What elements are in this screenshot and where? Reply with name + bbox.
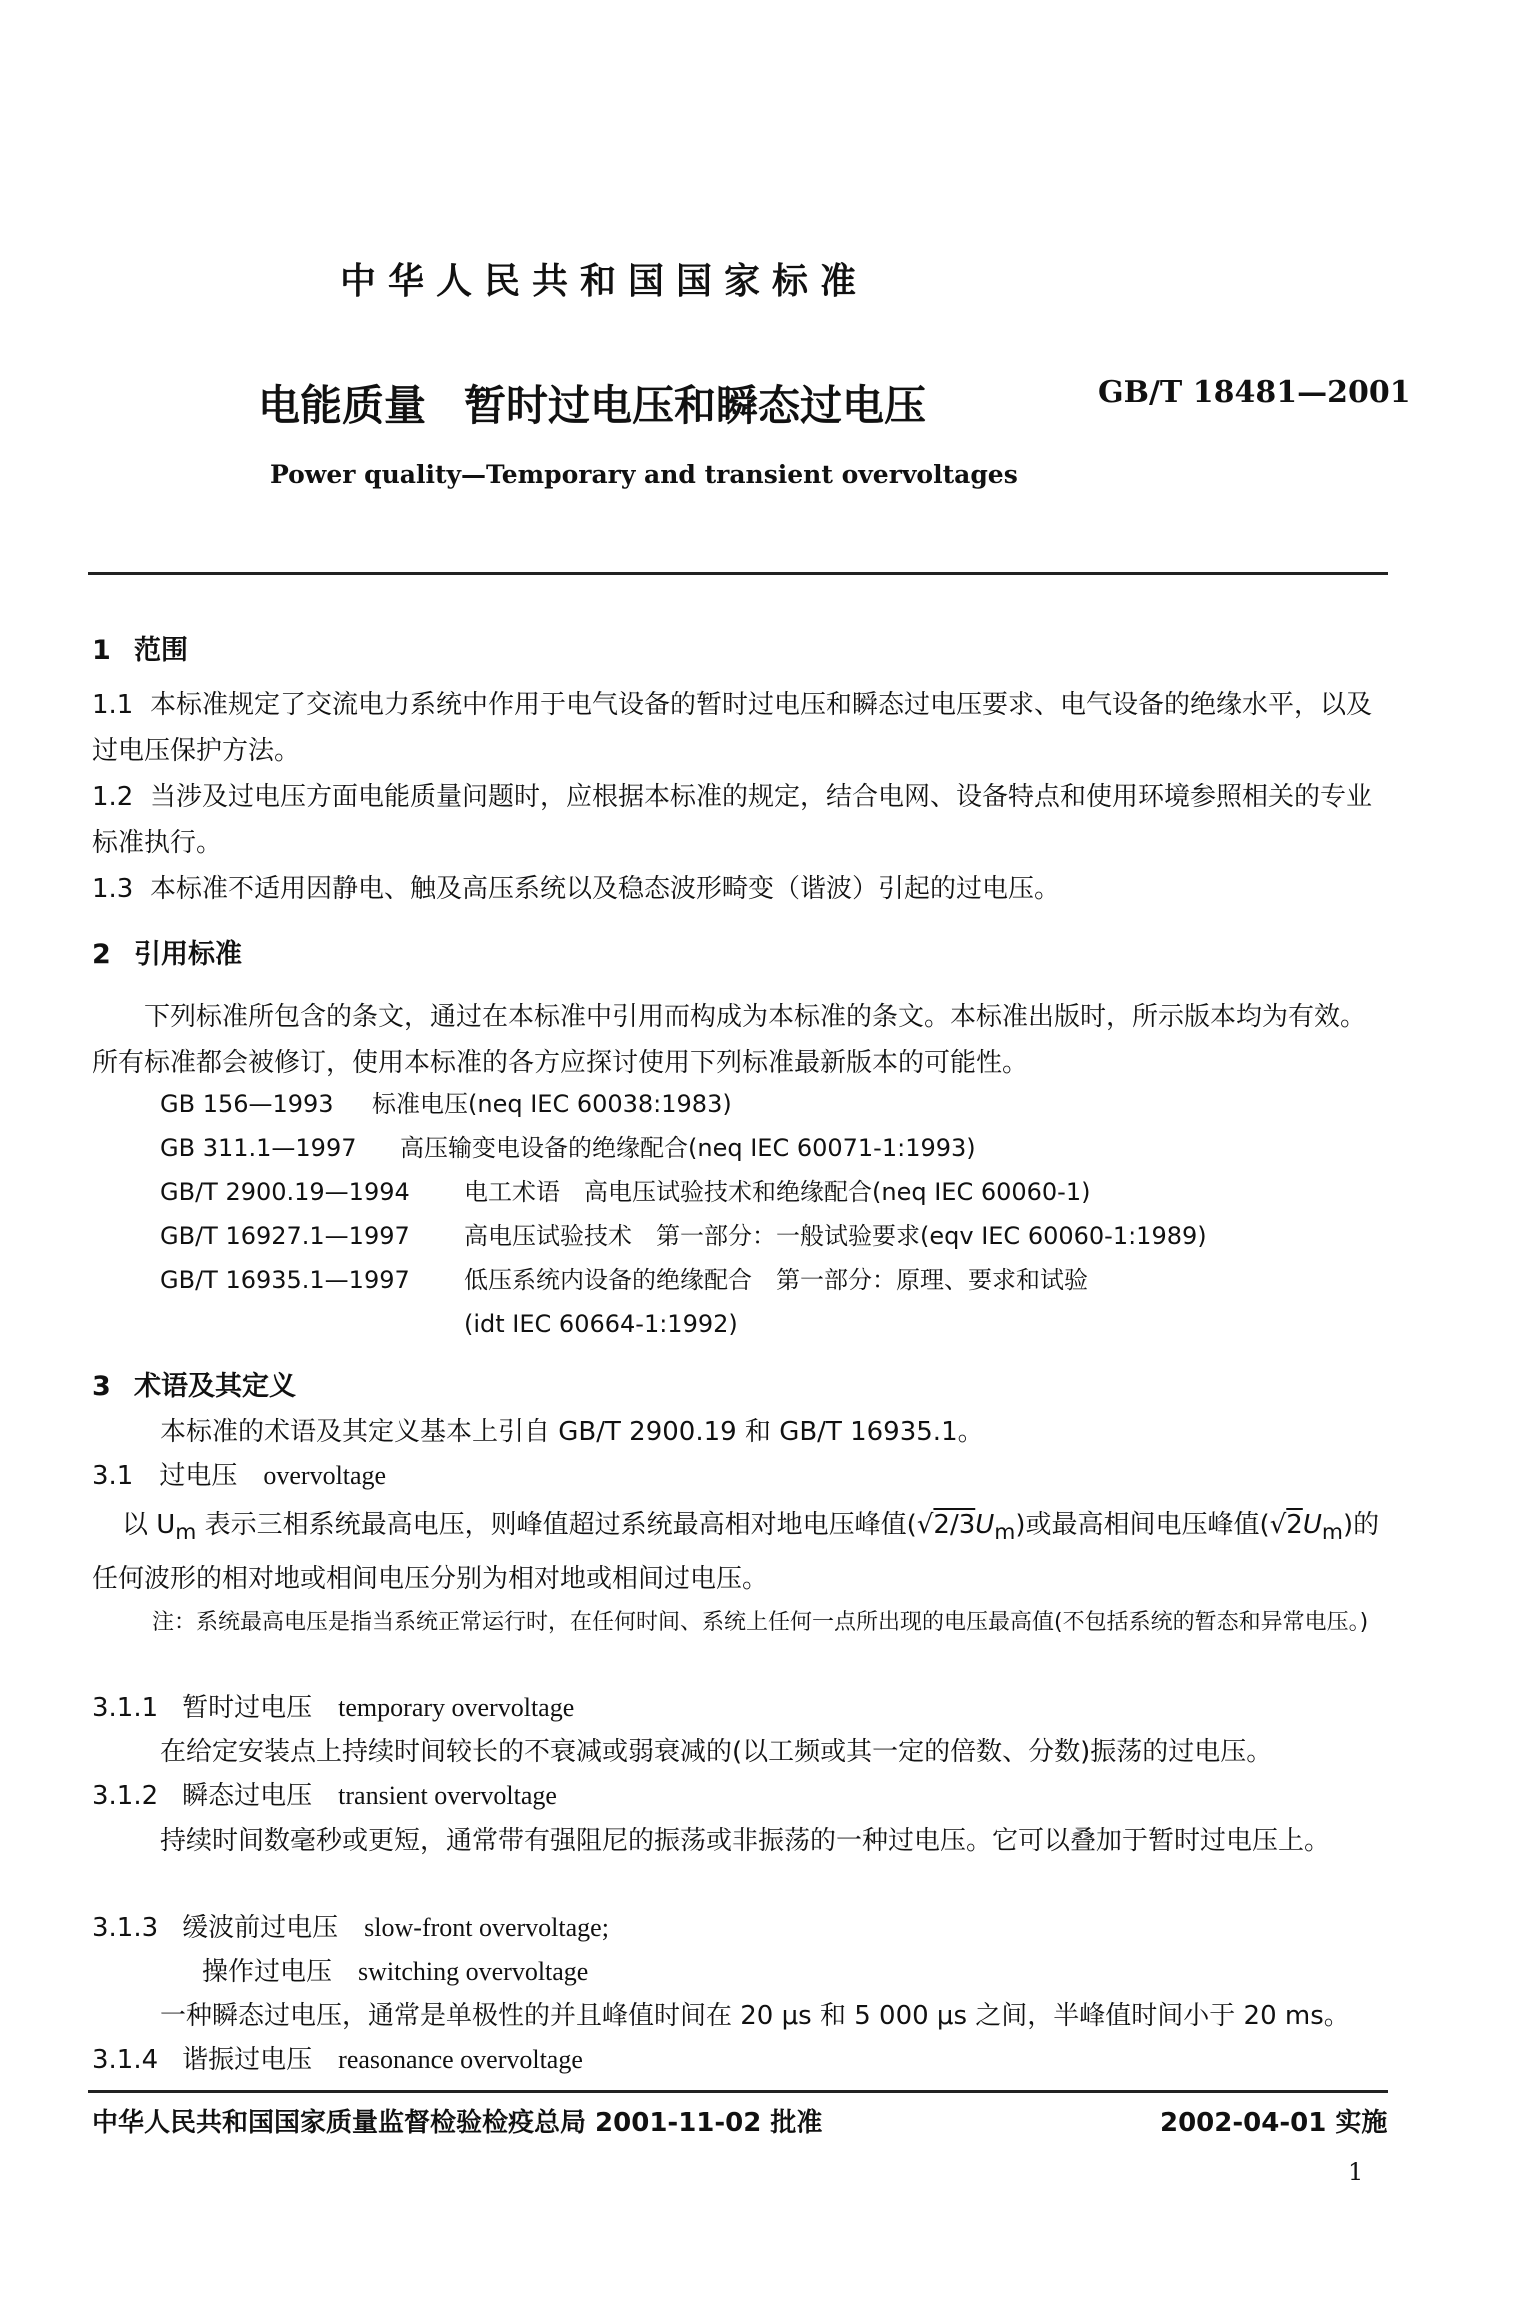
reference-code: GB/T 16927.1—1997 (160, 1222, 410, 1250)
term-zh: 缓波前过电压 (182, 1913, 339, 1943)
term-en: slow-front overvoltage; (364, 1913, 609, 1942)
standard-code: GB/T 18481—2001 (1098, 375, 1411, 410)
def-symbol: U (975, 1510, 995, 1540)
clause-1-2 (92, 774, 1382, 866)
def-text: )的任何波形的相对地或相间电压分别为相对地或相间过电压。 (92, 1510, 1380, 1595)
definition-3-1-1: 在给定安装点上持续时间较长的不衰减或弱衰减的(以工频或其一定的倍数、分数)振荡的过电压。 (160, 1737, 1273, 1767)
clause-number: 1.2 (92, 782, 134, 812)
term-zh: 操作过电压 (202, 1957, 333, 1987)
sqrt-symbol: √ (916, 1510, 934, 1540)
note: 注：系统最高电压是指当系统正常运行时，在任何时间、系统上任何一点所出现的电压最高值(不包括系统的暂态和异常电压。) (152, 1610, 1369, 1635)
title-zh-part1: 电能质量 (258, 381, 427, 430)
reference-title: 低压系统内设备的绝缘配合 第一部分：原理、要求和试验 (464, 1266, 1088, 1294)
section-number: 3 (92, 1371, 111, 1402)
section-number: 1 (92, 635, 111, 666)
clause-number: 1.3 (92, 874, 134, 904)
section-2-heading (92, 932, 242, 971)
clause-text: 本标准不适用因静电、触及高压系统以及稳态波形畸变（谐波）引起的过电压。 (150, 874, 1061, 904)
term-3-1-1 (92, 1686, 574, 1730)
implementation-date: 2002-04-01 实施 (1160, 2108, 1388, 2138)
section-1-heading (92, 628, 188, 667)
national-standard-heading: 中华人民共和国国家标准 (340, 261, 869, 302)
term-zh: 暂时过电压 (182, 1693, 313, 1723)
reference-code: GB 156—1993 (160, 1090, 334, 1118)
term-en: overvoltage (263, 1461, 387, 1490)
def-subscript: m (994, 1520, 1016, 1546)
page-number: 1 (1348, 2158, 1364, 2186)
clause-1-1 (92, 682, 1382, 774)
term-en: switching overvoltage (358, 1957, 589, 1986)
reference-code: GB 311.1—1997 (160, 1134, 357, 1162)
term-number: 3.1 (92, 1461, 134, 1491)
terms-intro: 本标准的术语及其定义基本上引自 GB/T 2900.19 和 GB/T 16935.1。 (160, 1417, 984, 1447)
term-3-1-3-alternative (202, 1950, 588, 1994)
title-zh-part2: 暂时过电压和瞬态过电压 (464, 381, 927, 430)
footer-rule (88, 2090, 1388, 2093)
definition-3-1-3: 一种瞬态过电压，通常是单极性的并且峰值时间在 20 μs 和 5 000 μs 之间，半峰值时间小于 20 ms。 (160, 2001, 1350, 2031)
sqrt-symbol: √ (1269, 1510, 1287, 1540)
term-zh: 谐振过电压 (182, 2045, 313, 2075)
term-number: 3.1.2 (92, 1781, 159, 1811)
section-title: 引用标准 (134, 939, 242, 970)
reference-title: 高压输变电设备的绝缘配合(neq IEC 60071-1:1993) (400, 1134, 976, 1162)
def-text: 以 U (122, 1510, 176, 1540)
clause-text: 当涉及过电压方面电能质量问题时，应根据本标准的规定，结合电网、设备特点和使用环境参照相关的专业标准执行。 (92, 782, 1373, 858)
term-en: transient overvoltage (338, 1781, 557, 1810)
clause-text: 本标准规定了交流电力系统中作用于电气设备的暂时过电压和瞬态过电压要求、电气设备的绝缘水平，以及过电压保护方法。 (92, 690, 1373, 766)
def-subscript: m (1321, 1520, 1343, 1546)
def-text: 表示三相系统最高电压，则峰值超过系统最高相对地电压峰值( (196, 1510, 917, 1540)
term-zh: 过电压 (159, 1461, 238, 1491)
term-en: temporary overvoltage (338, 1693, 575, 1722)
term-3-1-4 (92, 2038, 583, 2082)
definition-3-1 (92, 1502, 1382, 1602)
approval-line: 中华人民共和国国家质量监督检验检疫总局 2001-11-02 批准 (92, 2108, 823, 2138)
definition-3-1-2: 持续时间数毫秒或更短，通常带有强阻尼的振荡或非振荡的一种过电压。它可以叠加于暂时过电压上。 (160, 1826, 1331, 1856)
sqrt-radicand: 2/3 (933, 1510, 976, 1540)
clause-1-3 (92, 866, 1382, 912)
reference-title: 电工术语 高电压试验技术和绝缘配合(neq IEC 60060-1) (464, 1178, 1091, 1206)
reference-title: 标准电压(neq IEC 60038:1983) (372, 1090, 732, 1118)
term-number: 3.1.3 (92, 1913, 159, 1943)
reference-code: GB/T 2900.19—1994 (160, 1178, 410, 1206)
sqrt-radicand: 2 (1286, 1510, 1303, 1540)
section-title: 术语及其定义 (134, 1371, 296, 1402)
def-subscript: m (175, 1520, 197, 1546)
term-3-1-3 (92, 1906, 609, 1950)
term-3-1 (92, 1454, 386, 1498)
clause-number: 1.1 (92, 690, 134, 720)
term-en: reasonance overvoltage (338, 2045, 583, 2074)
term-number: 3.1.1 (92, 1693, 159, 1723)
header-rule (88, 572, 1388, 575)
reference-code: GB/T 16935.1—1997 (160, 1266, 410, 1294)
references-intro: 下列标准所包含的条文，通过在本标准中引用而构成为本标准的条文。本标准出版时，所示版本均为有效。所有标准都会被修订，使用本标准的各方应探讨使用下列标准最新版本的可能性。 (92, 1002, 1367, 1078)
def-text: )或最高相间电压峰值( (1015, 1510, 1270, 1540)
reference-title: 高电压试验技术 第一部分：一般试验要求(eqv IEC 60060-1:1989) (464, 1222, 1207, 1250)
document-title-zh (258, 373, 926, 433)
term-number: 3.1.4 (92, 2045, 159, 2075)
term-zh: 瞬态过电压 (182, 1781, 313, 1811)
reference-title-continuation: (idt IEC 60664-1:1992) (464, 1310, 738, 1338)
term-3-1-2 (92, 1774, 557, 1818)
section-3-heading (92, 1364, 296, 1403)
def-symbol: U (1302, 1510, 1322, 1540)
section-number: 2 (92, 939, 111, 970)
section-title: 范围 (134, 635, 188, 666)
document-title-en: Power quality—Temporary and transient overvoltages (270, 460, 1018, 489)
